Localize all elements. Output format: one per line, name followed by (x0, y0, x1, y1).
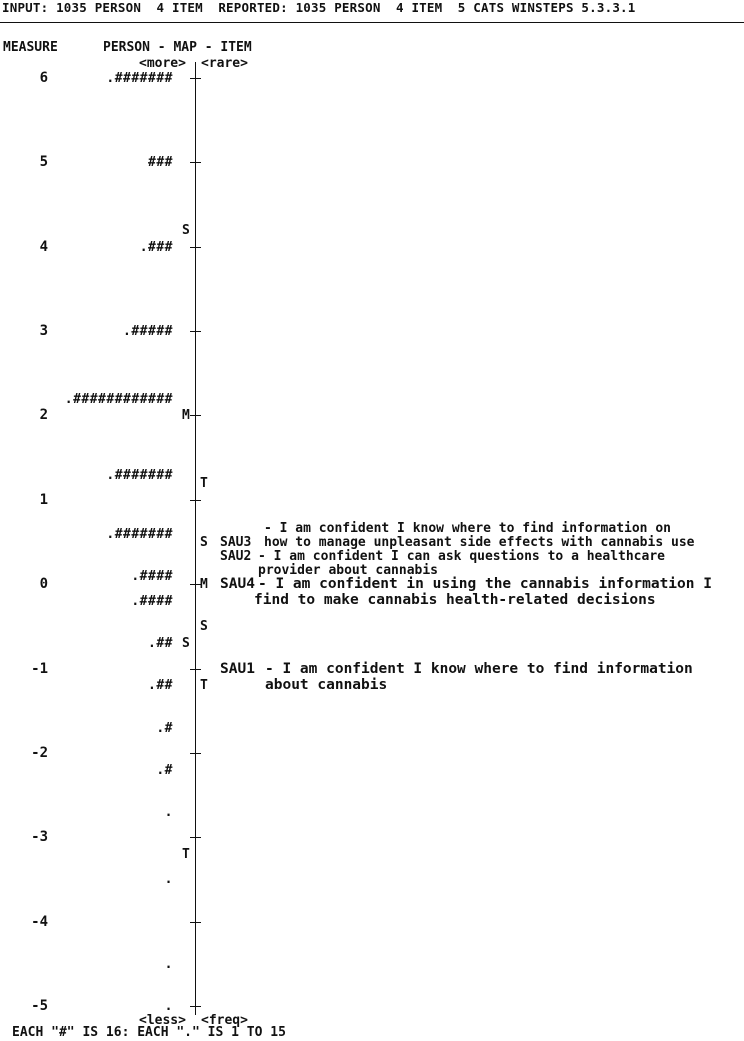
item-description-line: - I am confident in using the cannabis information I (258, 576, 712, 592)
person-bar: .### (139, 239, 173, 255)
person-bar: .# (156, 762, 173, 778)
person-bar: . (164, 872, 173, 888)
person-bar: .##### (123, 324, 173, 340)
label-rare: <rare> (201, 56, 248, 71)
person-bar: .############ (64, 391, 173, 407)
axis-tick (190, 1006, 201, 1007)
label-less: <less> (139, 1013, 186, 1028)
item-id-sau4: SAU4 (220, 576, 255, 592)
axis-tick (190, 753, 201, 754)
y-tick-label: 4 (39, 238, 48, 255)
item-marker: T (200, 475, 208, 491)
y-tick-label: 1 (39, 491, 48, 508)
item-marker: T (200, 678, 208, 694)
y-tick-label: -2 (31, 744, 48, 761)
y-tick-label: 5 (39, 154, 48, 171)
chart-title: PERSON - MAP - ITEM (103, 40, 252, 55)
y-tick-label: -5 (31, 998, 48, 1014)
window-header: INPUT: 1035 PERSON 4 ITEM REPORTED: 1035 PERSON 4 ITEM 5 CATS WINSTEPS 5.3.3.1 (2, 0, 636, 15)
person-bar: .#### (131, 568, 173, 584)
axis-tick (190, 922, 201, 923)
y-tick-label: -3 (31, 829, 48, 846)
item-marker: M (200, 577, 208, 593)
person-bar: .#### (131, 594, 173, 610)
item-marker: S (200, 535, 208, 550)
item-id-sau1: SAU1 (220, 661, 255, 677)
y-tick-label: 6 (39, 70, 48, 86)
axis-tick (190, 415, 201, 416)
item-description-line: how to manage unpleasant side effects with cannabis use (264, 535, 695, 550)
item-description-line: about cannabis (265, 677, 388, 693)
person-bar: .####### (106, 526, 173, 542)
person-bar: . (164, 804, 173, 820)
label-more: <more> (139, 56, 186, 71)
person-bar: .####### (106, 71, 173, 86)
map-axis (195, 62, 196, 1015)
axis-tick (190, 247, 201, 248)
y-tick-label: 2 (39, 407, 48, 424)
person-bar: .####### (106, 467, 173, 483)
item-marker: S (200, 619, 208, 635)
person-marker: T (182, 847, 190, 863)
item-id-sau3: SAU3 (220, 535, 252, 550)
person-marker: M (182, 408, 190, 424)
axis-tick (190, 162, 201, 163)
item-description-line: - I am confident I know where to find information (265, 661, 693, 677)
header-rule (0, 22, 744, 23)
axis-tick (190, 500, 201, 501)
item-description-line: find to make cannabis health-related decisions (254, 592, 656, 608)
person-bar: . (164, 956, 173, 972)
y-tick-label: 0 (39, 576, 48, 593)
axis-tick (190, 78, 201, 79)
person-bar: .## (148, 636, 173, 652)
person-marker: S (182, 636, 190, 652)
person-bar: .## (148, 678, 173, 694)
axis-tick (190, 669, 201, 670)
person-marker: S (182, 222, 190, 238)
person-bar: . (164, 999, 173, 1014)
item-description-line: provider about cannabis (258, 563, 439, 578)
item-description-line: - I am confident I know where to find information on (264, 521, 671, 536)
axis-tick (190, 837, 201, 838)
footer-legend: EACH "#" IS 16: EACH "." IS 1 TO 15 (12, 1025, 286, 1040)
y-tick-label: -1 (31, 660, 48, 677)
axis-title-measure: MEASURE (3, 40, 58, 55)
y-tick-label: -4 (31, 913, 48, 930)
person-bar: .# (156, 720, 173, 736)
label-freq: <freq> (201, 1013, 248, 1028)
y-tick-label: 3 (39, 323, 48, 340)
axis-tick (190, 331, 201, 332)
person-bar: ### (148, 155, 173, 171)
item-id-sau2: SAU2 (220, 549, 252, 564)
item-description-line: - I am confident I can ask questions to a healthcare (258, 549, 665, 564)
